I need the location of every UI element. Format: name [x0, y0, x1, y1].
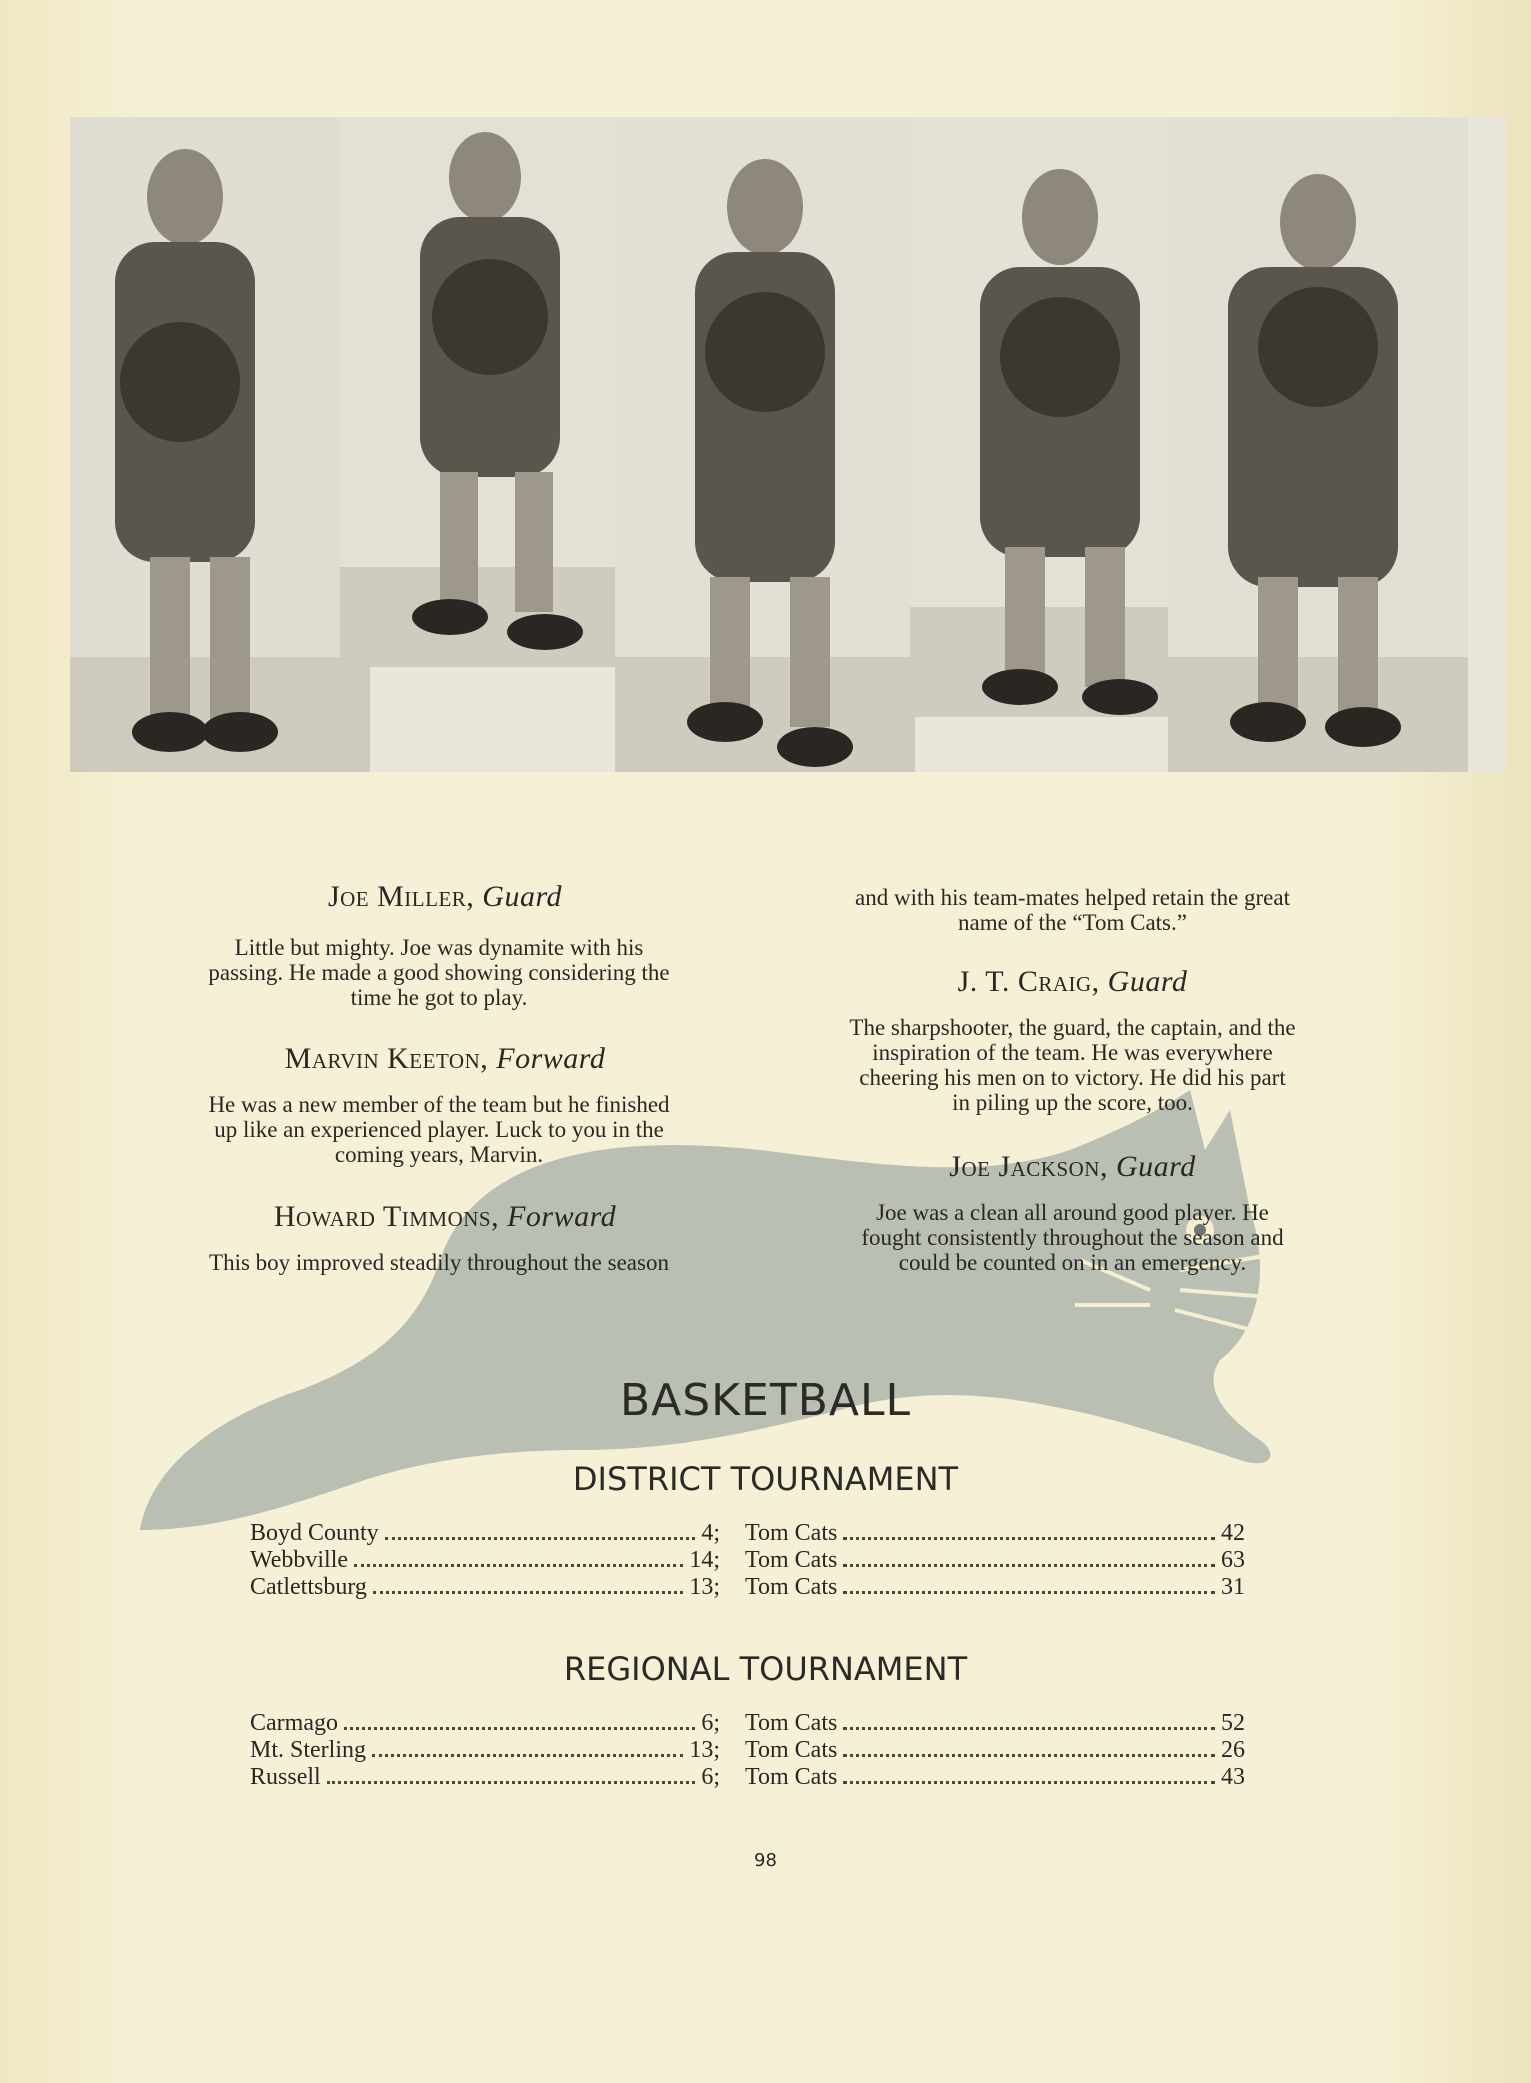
bio-name-joe-miller: Joe Miller, Guard	[327, 880, 563, 913]
bio-text-jt-craig: The sharpshooter, the guard, the captain, and the inspiration of the team. He was everywhere cheering his men on to victory. He did his part in piling up the score, too.	[849, 1015, 1296, 1115]
bio-text-howard-timmons-part2: and with his team-mates helped retain the great name of the “Tom Cats.”	[855, 885, 1290, 935]
player-photo-5	[1168, 117, 1468, 772]
district-result-row: Boyd County 4; Tom Cats 42	[250, 1520, 1245, 1546]
district-result-row: Webbville 14; Tom Cats 63	[250, 1547, 1245, 1573]
bio-text-joe-miller: Little but mighty. Joe was dynamite with his passing. He made a good showing considering the time he got to play.	[208, 935, 670, 1010]
bio-name-marvin-keeton: Marvin Keeton, Forward	[284, 1042, 606, 1075]
bio-text-marvin-keeton: He was a new member of the team but he finished up like an experienced player. Luck to you in the coming years, Marvin.	[208, 1092, 670, 1167]
player-photo-4	[910, 117, 1210, 717]
player-photo-2	[340, 117, 640, 667]
bio-name-joe-jackson: Joe Jackson, Guard	[949, 1150, 1196, 1183]
regional-result-row: Carmago 6; Tom Cats 52	[250, 1710, 1245, 1736]
section-title: BASKETBALL	[619, 1375, 912, 1426]
team-photo-strip	[70, 117, 1506, 772]
bio-text-howard-timmons-part1: This boy improved steadily throughout the season	[209, 1250, 669, 1275]
bio-name-jt-craig: J. T. Craig, Guard	[957, 965, 1188, 998]
bio-name-howard-timmons: Howard Timmons, Forward	[273, 1200, 617, 1233]
bio-text-joe-jackson: Joe was a clean all around good player. He fought consistently throughout the season and could be counted on in an emergency.	[861, 1200, 1284, 1275]
player-photo-3	[615, 117, 915, 772]
district-tournament-title: DISTRICT TOURNAMENT	[572, 1460, 959, 1498]
regional-result-row: Russell 6; Tom Cats 43	[250, 1764, 1245, 1790]
district-result-row: Catlettsburg 13; Tom Cats 31	[250, 1574, 1245, 1600]
page-number: 98	[754, 1850, 777, 1871]
regional-result-row: Mt. Sterling 13; Tom Cats 26	[250, 1737, 1245, 1763]
player-photo-1	[70, 117, 370, 772]
regional-tournament-title: REGIONAL TOURNAMENT	[563, 1650, 968, 1688]
